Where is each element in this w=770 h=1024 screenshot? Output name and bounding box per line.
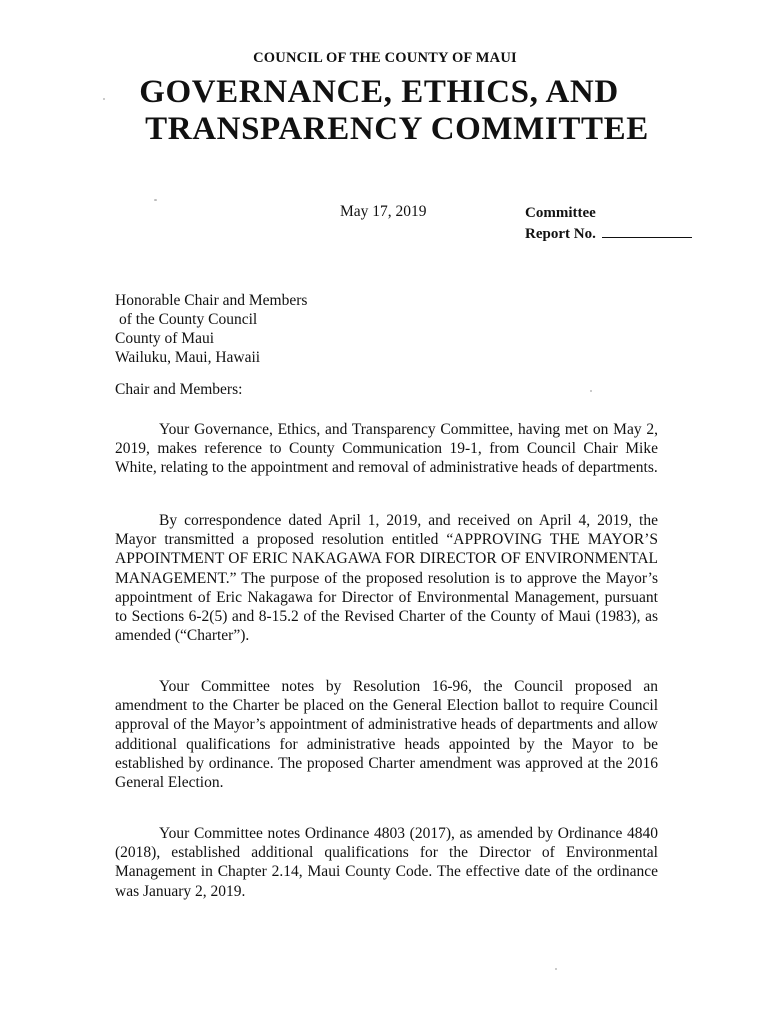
body-paragraph: By correspondence dated April 1, 2019, and received on April 4, 2019, the Mayor transmitted a proposed resolution entitled “APPROVING THE MAYOR’S APPOINTMENT OF ERIC NAKAGAWA FOR DIRECTOR OF ENVIRONMENTAL MANAGEMENT.” The purpose of the proposed resolution is to approve the Mayor’s appointment of Eric Nakagawa for Director of Environmental Management, pursuant to Sections 6-2(5) and 8-15.2 of the Revised Charter of the County of Maui (1983), as amended (“Charter”).: [115, 512, 658, 645]
report-date: May 17, 2019: [340, 203, 427, 220]
address-line: Wailuku, Maui, Hawaii: [115, 349, 261, 366]
report-number-blank: [602, 223, 692, 238]
body-paragraph: Your Governance, Ethics, and Transparency Committee, having met on May 2, 2019, makes reference to County Communication 19-1, from Council Chair Mike White, relating to the appointment and removal of administrative heads of departments.: [115, 421, 658, 477]
address-line: of the County Council: [119, 311, 258, 328]
address-line: Honorable Chair and Members: [115, 292, 308, 309]
scan-speck: [590, 390, 592, 392]
report-label-line2: Report No.: [525, 226, 596, 242]
committee-title-line2: TRANSPARENCY COMMITTEE: [145, 111, 649, 147]
address-line: County of Maui: [115, 330, 215, 347]
recipient-address: [115, 291, 307, 367]
committee-report-number: [525, 203, 692, 244]
council-heading: COUNCIL OF THE COUNTY OF MAUI: [253, 50, 517, 66]
scan-speck: [103, 98, 105, 100]
body-paragraph: Your Committee notes Ordinance 4803 (2017), as amended by Ordinance 4840 (2018), established additional qualifications for the Director of Environmental Management in Chapter 2.14, Maui County Code. The effective date of the ordinance was January 2, 2019.: [115, 825, 658, 900]
body-paragraph: Your Committee notes by Resolution 16-96, the Council proposed an amendment to the Charter be placed on the General Election ballot to require Council approval of the Mayor’s appointment of administrative heads of departments and allow additional qualifications for administrative heads appointed by the Mayor to be established by ordinance. The proposed Charter amendment was approved at the 2016 General Election.: [115, 678, 658, 792]
committee-title-line1: GOVERNANCE, ETHICS, AND: [139, 74, 619, 110]
salutation: Chair and Members:: [115, 381, 243, 398]
report-label-line1: Committee: [525, 205, 596, 221]
scan-speck: [154, 199, 157, 201]
scan-speck: [555, 968, 557, 970]
